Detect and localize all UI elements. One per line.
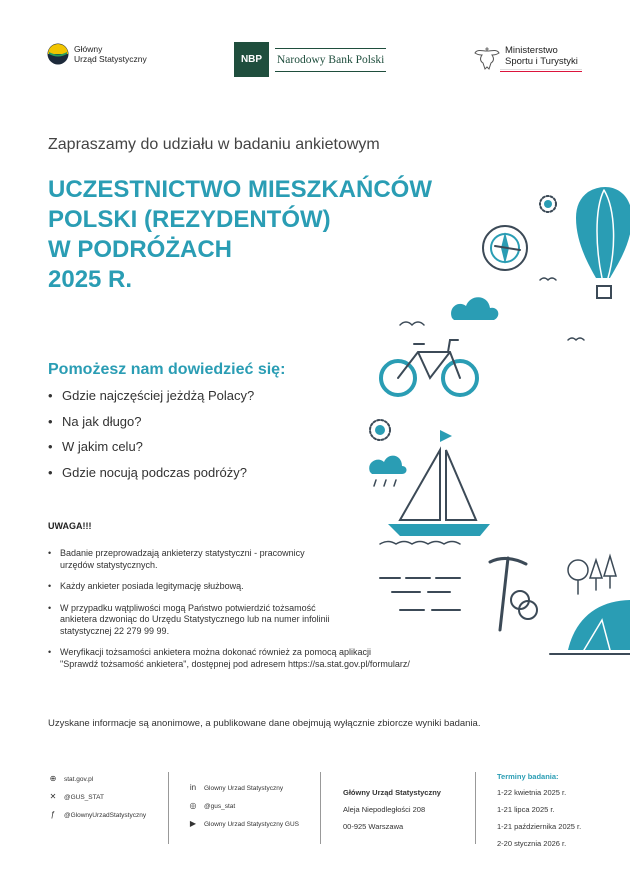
globe-icon: ⊕: [49, 774, 57, 783]
footer-divider: [475, 772, 476, 844]
terms-heading: Terminy badania:: [497, 772, 559, 781]
sailboat-icon: [380, 430, 490, 544]
footer-terms: [497, 770, 581, 852]
travel-illustration: [340, 180, 630, 680]
anonymity-note: Uzyskane informacje są anonimowe, a publikowane dane obejmują wyłącznie zbiorcze wyniki badania.: [48, 718, 481, 729]
page-title: UCZESTNICTWO MIESZKAŃCÓW POLSKI (REZYDENTÓW) W PODRÓŻACH 2025 R.: [48, 176, 432, 293]
list-item: • Każdy ankieter posiada legitymację służbową.: [48, 581, 244, 591]
gus-logo-text: Główny Urząd Statystyczny: [74, 44, 147, 64]
term-date: 1-21 października 2025 r.: [497, 822, 582, 831]
trees-icon: [568, 556, 616, 594]
instagram-icon: ◎: [189, 801, 197, 810]
compass-icon: [483, 226, 527, 270]
list-item: • Gdzie nocują podczas podróży?: [48, 464, 248, 480]
tent-icon: [550, 600, 630, 654]
footer-link-x[interactable]: ✕ @GUS_STAT: [49, 792, 104, 801]
intro-text: Zapraszamy do udziału w badaniu ankietowym: [48, 136, 380, 153]
bicycle-icon: [381, 340, 477, 395]
list-item: • Gdzie najczęściej jeżdżą Polacy?: [48, 388, 255, 403]
list-item: • Badanie przeprowadzają ankieterzy statystyczni - pracownicy urzędów statystycznych.: [48, 548, 305, 570]
list-item: • W przypadku wątpliwości mogą Państwo potwierdzić tożsamość ankietera dzwoniąc do Urzędu Statystycznego lub na numer infolinii statystycznej 22 279 99 99.: [48, 602, 330, 636]
term-date: 2-20 stycznia 2026 r.: [497, 839, 567, 848]
hot-air-balloon-icon: [576, 187, 630, 298]
footer-link-youtube[interactable]: ▶ Glowny Urzad Statystyczny GUS: [189, 819, 299, 828]
warning-heading: UWAGA!!!: [48, 521, 92, 531]
cloud-icon: [451, 297, 498, 320]
list-item: • W jakim celu?: [48, 439, 143, 454]
polish-flag-stripe: [500, 69, 582, 72]
linkedin-icon: in: [189, 783, 197, 792]
gus-logo-icon: [47, 43, 69, 65]
footer-link-linkedin[interactable]: in Glowny Urzad Statystyczny: [189, 783, 284, 792]
nbp-logo: [234, 42, 386, 77]
list-item: • Na jak długo?: [48, 413, 142, 429]
facebook-icon: ƒ: [50, 810, 56, 819]
term-date: 1-21 lipca 2025 r.: [497, 805, 555, 814]
footer-link-facebook[interactable]: ƒ @GlownyUrzadStatystyczny: [48, 806, 146, 824]
help-heading: Pomożesz nam dowiedzieć się:: [48, 361, 286, 378]
footer: [0, 770, 630, 860]
term-date: 1-22 kwietnia 2025 r.: [497, 788, 567, 797]
rain-cloud-icon: [369, 456, 406, 474]
nbp-logo-text: Narodowy Bank Polski: [275, 48, 386, 72]
help-list: [48, 388, 254, 490]
footer-divider: [168, 772, 169, 844]
nbp-logo-mark: NBP: [234, 42, 269, 77]
footer-links-column: [48, 770, 146, 824]
footer-link-instagram[interactable]: ◎ @gus_stat: [189, 801, 236, 810]
pickaxe-icon: [490, 558, 526, 630]
youtube-icon: ▶: [189, 819, 197, 828]
footer-social-column: [188, 770, 299, 833]
footer-address: Główny Urząd Statystyczny Aleja Niepodległości 208 00-925 Warszawa: [343, 788, 441, 831]
footer-divider: [320, 772, 321, 844]
eagle-emblem-icon: [474, 43, 500, 73]
ministry-logo-text: Ministerstwo Sportu i Turystyki: [500, 45, 582, 72]
ministry-logo: [474, 43, 582, 73]
footer-link-website[interactable]: ⊕ stat.gov.pl: [49, 774, 94, 783]
gus-logo: [47, 43, 164, 65]
x-icon: ✕: [49, 792, 57, 801]
list-item: • Weryfikacji tożsamości ankietera można dokonać również za pomocą aplikacji "Sprawdź tożsamość ankietera", dostępnej pod adresem https://sa.stat.gov.pl/formularz/: [48, 647, 410, 669]
